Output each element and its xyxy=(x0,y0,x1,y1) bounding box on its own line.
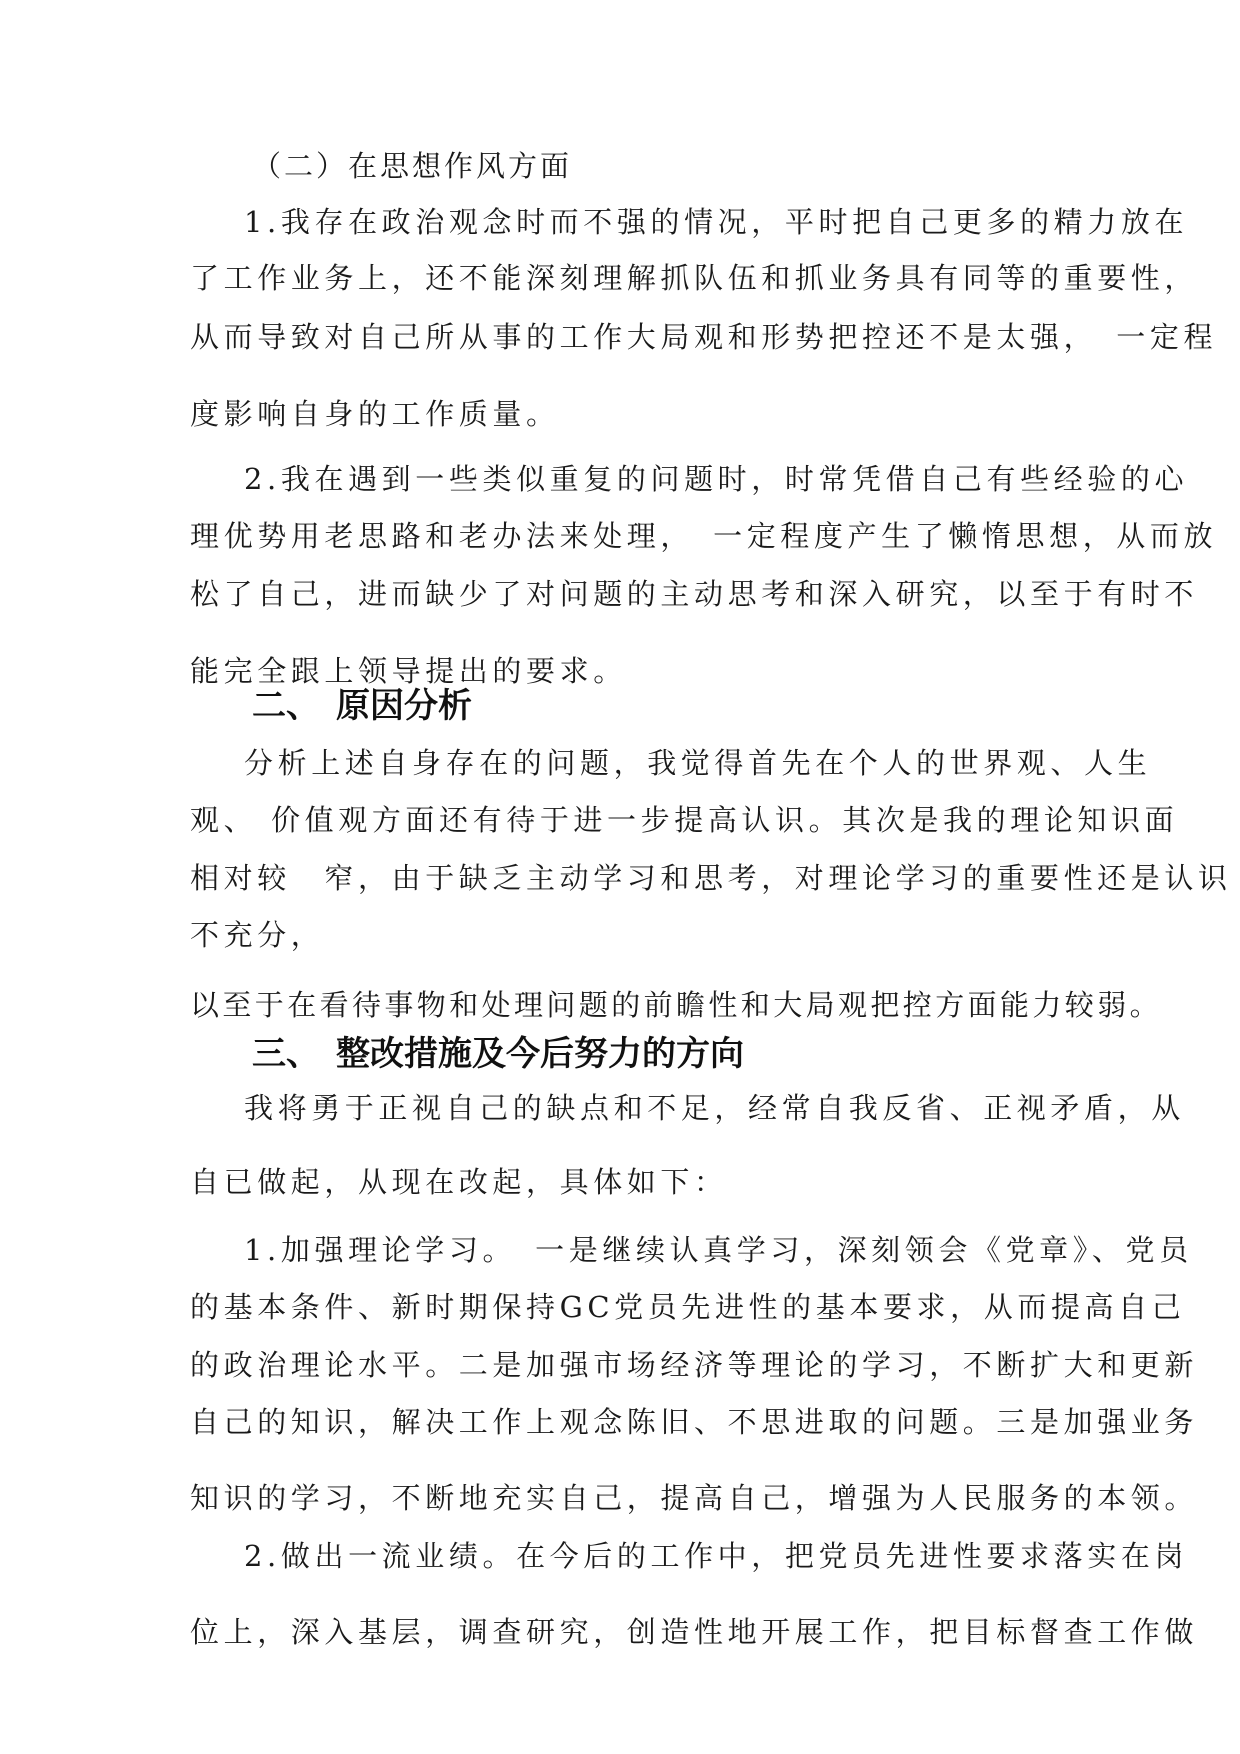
para2-line4: 能完全跟上领导提出的要求。 xyxy=(190,654,627,688)
para5-line2: 的基本条件、新时期保持GC党员先进性的基本要求，从而提高自己 xyxy=(190,1290,1186,1324)
para2-line1: 2.我在遇到一些类似重复的问题时，时常凭借自己有些经验的心 xyxy=(244,462,1189,496)
para3-line4: 不充分， xyxy=(190,918,325,952)
section-heading-2-title: 原因分析 xyxy=(336,686,472,726)
section-heading-3-title: 整改措施及今后努力的方向 xyxy=(336,1034,744,1074)
section-heading-3 xyxy=(252,1032,744,1076)
para3-line1: 分析上述自身存在的问题，我觉得首先在个人的世界观、人生 xyxy=(244,746,1152,780)
para5-line5: 知识的学习，不断地充实自己，提高自己，增强为人民服务的本领。 xyxy=(190,1481,1199,1515)
para1-line1: 1.我存在政治观念时而不强的情况，平时把自己更多的精力放在 xyxy=(244,205,1189,239)
section-heading-2-number: 二、 xyxy=(252,686,320,726)
para2-line3: 松了自己，进而缺少了对问题的主动思考和深入研究，以至于有时不 xyxy=(190,577,1199,611)
para4-line2: 自已做起，从现在改起，具体如下： xyxy=(190,1165,728,1199)
para4-line1: 我将勇于正视自己的缺点和不足，经常自我反省、正视矛盾，从 xyxy=(244,1091,1185,1125)
para5-line1: 1.加强理论学习。 一是继续认真学习，深刻领会《党章》、党员 xyxy=(244,1233,1193,1267)
para1-line3: 从而导致对自己所从事的工作大局观和形势把控还不是太强， 一定程 xyxy=(190,320,1218,354)
para3-line5: 以至于在看待事物和处理问题的前瞻性和大局观把控方面能力较弱。 xyxy=(190,988,1163,1022)
para1-line2: 了工作业务上，还不能深刻理解抓队伍和抓业务具有同等的重要性， xyxy=(190,261,1199,295)
section-heading-2 xyxy=(252,684,472,728)
para1-line4: 度影响自身的工作质量。 xyxy=(190,397,560,431)
para5-line4: 自己的知识，解决工作上观念陈旧、不思进取的问题。三是加强业务 xyxy=(190,1405,1199,1439)
para3-line3: 相对较 窄，由于缺乏主动学习和思考，对理论学习的重要性还是认识 xyxy=(190,861,1232,895)
para6-line2: 位上，深入基层，调查研究，创造性地开展工作，把目标督查工作做 xyxy=(190,1615,1199,1649)
para3-line2: 观、 价值观方面还有待于进一步提高认识。其次是我的理论知识面 xyxy=(190,803,1179,837)
section-heading-3-number: 三、 xyxy=(252,1034,320,1074)
subsection-heading: （二）在思想作风方面 xyxy=(252,149,573,183)
para2-line2: 理优势用老思路和老办法来处理， 一定程度产生了懒惰思想，从而放 xyxy=(190,519,1218,553)
para5-line3: 的政治理论水平。二是加强市场经济等理论的学习，不断扩大和更新 xyxy=(190,1348,1199,1382)
para6-line1: 2.做出一流业绩。在今后的工作中，把党员先进性要求落实在岗 xyxy=(244,1539,1189,1573)
